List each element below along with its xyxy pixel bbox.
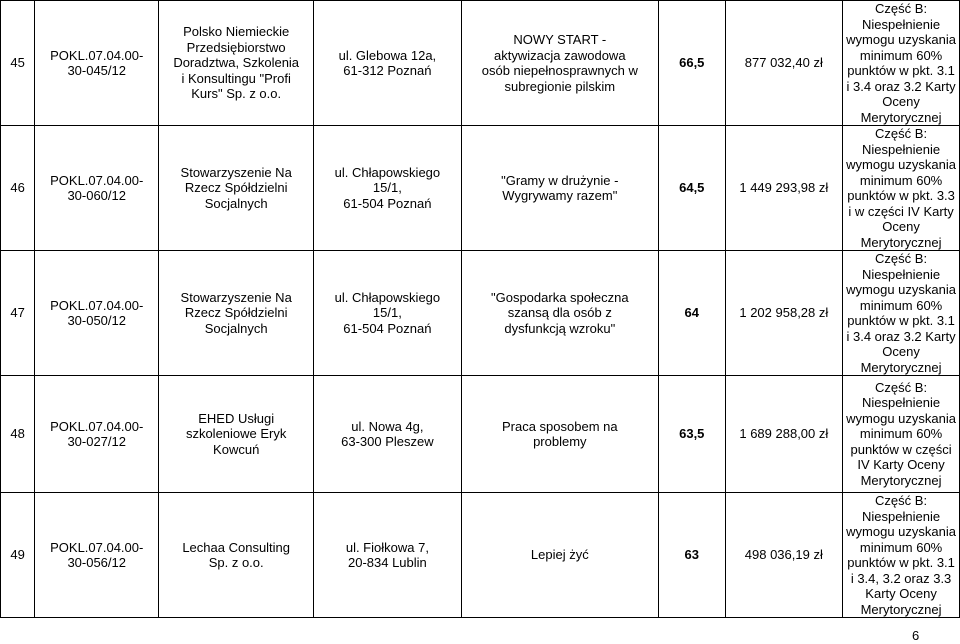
cell-project-title [461, 493, 658, 618]
cell-rejection-reason-line: Niespełnienie [862, 266, 941, 282]
cell-amount: 877 032,40 zł [725, 1, 843, 126]
cell-lp: 49 [1, 493, 35, 618]
cell-rejection-reason [843, 126, 960, 251]
cell-lp: 45 [1, 1, 35, 126]
cell-project-title [461, 251, 658, 376]
cell-project-number-line: 30-027/12 [67, 434, 126, 449]
cell-project-number-line: POKL.07.04.00- [50, 47, 144, 63]
cell-rejection-reason-line: i 3.4, 3.2 oraz 3.3 [850, 570, 952, 586]
cell-amount: 1 202 958,28 zł [725, 251, 843, 376]
cell-project-number-line: POKL.07.04.00- [50, 172, 144, 188]
cell-applicant-address-line: 20-834 Lublin [347, 555, 427, 570]
cell-applicant-address [314, 376, 461, 493]
cell-rejection-reason-line: Część B: [875, 126, 928, 141]
cell-applicant-address-line: 61-504 Poznań [343, 320, 432, 336]
cell-applicant-address-line: ul. Nowa 4g, [351, 418, 424, 434]
cell-rejection-reason-line: minimum 60% [859, 172, 943, 188]
cell-rejection-reason-line: Część B: [875, 493, 928, 508]
cell-rejection-reason-line: punktów w pkt. 3.1 [847, 63, 955, 78]
table-row [1, 493, 960, 618]
cell-applicant-name-line: Polsko Niemieckie [183, 24, 290, 40]
cell-amount: 1 689 288,00 zł [725, 376, 843, 493]
cell-project-title-line: "Gramy w drużynie - [501, 172, 619, 188]
cell-rejection-reason [843, 1, 960, 126]
cell-applicant-name-line: Rzecz Spółdzielni [184, 180, 288, 196]
cell-rejection-reason-line: wymogu uzyskania [846, 157, 956, 172]
cell-rejection-reason-line: wymogu uzyskania [846, 410, 956, 426]
cell-project-title [461, 1, 658, 126]
cell-project-title-line: Wygrywamy razem" [502, 188, 618, 203]
cell-rejection-reason-line: Oceny [882, 94, 920, 109]
cell-applicant-name-line: EHED Usługi [198, 410, 275, 426]
cell-rejection-reason-line: Merytorycznej [860, 359, 942, 375]
cell-applicant-address-line: 15/1, [372, 180, 402, 196]
cell-points: 63 [659, 493, 725, 618]
cell-rejection-reason-line: punktów w pkt. 3.1 [847, 555, 955, 570]
cell-applicant-name-line: Przedsiębiorstwo [186, 39, 286, 55]
cell-project-title-line: NOWY START - [513, 32, 607, 47]
cell-project-title-line: Lepiej żyć [530, 547, 589, 563]
cell-project-number [35, 126, 159, 251]
cell-points: 63,5 [659, 376, 725, 493]
cell-applicant-name-line: i Konsultingu "Profi [181, 70, 291, 86]
cell-applicant-name [159, 493, 314, 618]
cell-applicant-name-line: Stowarzyszenie Na [180, 289, 292, 305]
cell-lp: 48 [1, 376, 35, 493]
cell-rejection-reason-line: Merytorycznej [860, 601, 942, 617]
cell-rejection-reason-line: Merytorycznej [860, 234, 942, 250]
cell-applicant-address-line: ul. Chłapowskiego [334, 289, 441, 305]
cell-rejection-reason-line: IV Karty Oceny [857, 457, 945, 473]
cell-project-title [461, 126, 658, 251]
cell-project-number-line: POKL.07.04.00- [50, 418, 144, 434]
cell-applicant-name-line: Socjalnych [204, 195, 268, 211]
cell-rejection-reason-line: Merytorycznej [860, 472, 942, 488]
cell-project-title-line: dysfunkcją wzroku" [504, 320, 616, 336]
cell-applicant-address-line: ul. Fiołkowa 7, [345, 539, 429, 555]
cell-rejection-reason-line: minimum 60% [859, 426, 943, 442]
cell-applicant-name-line: Doradztwa, Szkolenia [173, 55, 300, 71]
cell-applicant-address [314, 126, 461, 251]
table-row [1, 126, 960, 251]
cell-rejection-reason [843, 251, 960, 376]
cell-applicant-name-line: Rzecz Spółdzielni [184, 305, 288, 321]
cell-project-number [35, 1, 159, 126]
cell-rejection-reason-line: punktów w pkt. 3.1 [847, 313, 955, 328]
page-number: 6 [912, 628, 920, 643]
cell-rejection-reason-line: Część B: [875, 1, 928, 16]
cell-rejection-reason-line: minimum 60% [859, 297, 943, 313]
cell-project-number-line: 30-056/12 [67, 555, 126, 570]
cell-applicant-name-line: szkoleniowe Eryk [185, 426, 287, 442]
cell-lp: 46 [1, 126, 35, 251]
cell-applicant-name [159, 251, 314, 376]
cell-rejection-reason-line: minimum 60% [859, 47, 943, 63]
cell-applicant-address [314, 1, 461, 126]
cell-rejection-reason-line: Niespełnienie [862, 508, 941, 524]
table-row [1, 1, 960, 126]
cell-project-title-line: subregionie pilskim [504, 78, 616, 94]
cell-rejection-reason [843, 376, 960, 493]
cell-rejection-reason-line: wymogu uzyskania [846, 32, 956, 47]
cell-rejection-reason-line: Niespełnienie [862, 395, 941, 411]
cell-project-title-line: problemy [533, 434, 587, 449]
cell-applicant-address-line: 63-300 Pleszew [341, 434, 434, 449]
cell-rejection-reason-line: Merytorycznej [860, 109, 942, 125]
cell-rejection-reason-line: minimum 60% [859, 539, 943, 555]
cell-project-number-line: POKL.07.04.00- [50, 297, 144, 313]
cell-applicant-address [314, 251, 461, 376]
cell-amount: 1 449 293,98 zł [725, 126, 843, 251]
cell-applicant-address [314, 493, 461, 618]
cell-rejection-reason-line: i 3.4 oraz 3.2 Karty [846, 78, 956, 94]
cell-points: 66,5 [659, 1, 725, 126]
cell-rejection-reason-line: punktów w pkt. 3.3 [847, 188, 955, 203]
cell-points: 64,5 [659, 126, 725, 251]
cell-applicant-name-line: Sp. z o.o. [208, 555, 264, 570]
cell-project-title [461, 376, 658, 493]
cell-applicant-name [159, 376, 314, 493]
cell-project-number-line: POKL.07.04.00- [50, 539, 144, 555]
cell-project-number-line: 30-045/12 [67, 63, 126, 78]
cell-applicant-name-line: Kowcuń [213, 441, 260, 457]
cell-applicant-address-line: 15/1, [372, 305, 402, 321]
cell-project-number-line: 30-050/12 [67, 313, 126, 328]
table-row [1, 376, 960, 493]
cell-rejection-reason-line: Niespełnienie [862, 141, 941, 157]
cell-project-title-line: "Gospodarka społeczna [491, 289, 629, 305]
cell-project-number [35, 376, 159, 493]
cell-rejection-reason-line: Karty Oceny [865, 586, 937, 601]
cell-project-title-line: Praca sposobem na [501, 418, 618, 434]
cell-rejection-reason-line: punktów w części [850, 441, 952, 457]
cell-rejection-reason-line: Część B: [875, 251, 928, 266]
cell-applicant-name-line: Socjalnych [204, 320, 268, 336]
cell-project-number-line: 30-060/12 [67, 188, 126, 203]
cell-applicant-address-line: 61-312 Poznań [343, 63, 432, 78]
cell-project-number [35, 251, 159, 376]
cell-amount: 498 036,19 zł [725, 493, 843, 618]
cell-project-title-line: szansą dla osób z [507, 305, 612, 321]
cell-rejection-reason-line: Oceny [882, 219, 920, 234]
cell-project-number [35, 493, 159, 618]
cell-applicant-name [159, 1, 314, 126]
cell-applicant-name [159, 126, 314, 251]
cell-rejection-reason-line: i w części IV Karty [848, 203, 954, 219]
cell-applicant-address-line: ul. Glebowa 12a, [338, 47, 437, 63]
cell-points: 64 [659, 251, 725, 376]
cell-rejection-reason-line: wymogu uzyskania [846, 524, 956, 539]
cell-rejection-reason-line: wymogu uzyskania [846, 282, 956, 297]
cell-lp: 47 [1, 251, 35, 376]
cell-applicant-name-line: Kurs" Sp. z o.o. [191, 86, 282, 102]
cell-applicant-address-line: ul. Chłapowskiego [334, 164, 441, 180]
cell-project-title-line: aktywizacja zawodowa [494, 47, 626, 63]
cell-applicant-name-line: Lechaa Consulting [182, 539, 291, 555]
cell-rejection-reason-line: Oceny [882, 344, 920, 359]
cell-project-title-line: osób niepełnosprawnych w [481, 63, 638, 78]
cell-rejection-reason-line: Część B: [875, 379, 928, 395]
cell-rejection-reason-line: i 3.4 oraz 3.2 Karty [846, 328, 956, 344]
table-row [1, 251, 960, 376]
cell-rejection-reason-line: Niespełnienie [862, 16, 941, 32]
cell-applicant-address-line: 61-504 Poznań [343, 195, 432, 211]
table-body [1, 1, 960, 618]
cell-rejection-reason [843, 493, 960, 618]
cell-applicant-name-line: Stowarzyszenie Na [180, 164, 292, 180]
